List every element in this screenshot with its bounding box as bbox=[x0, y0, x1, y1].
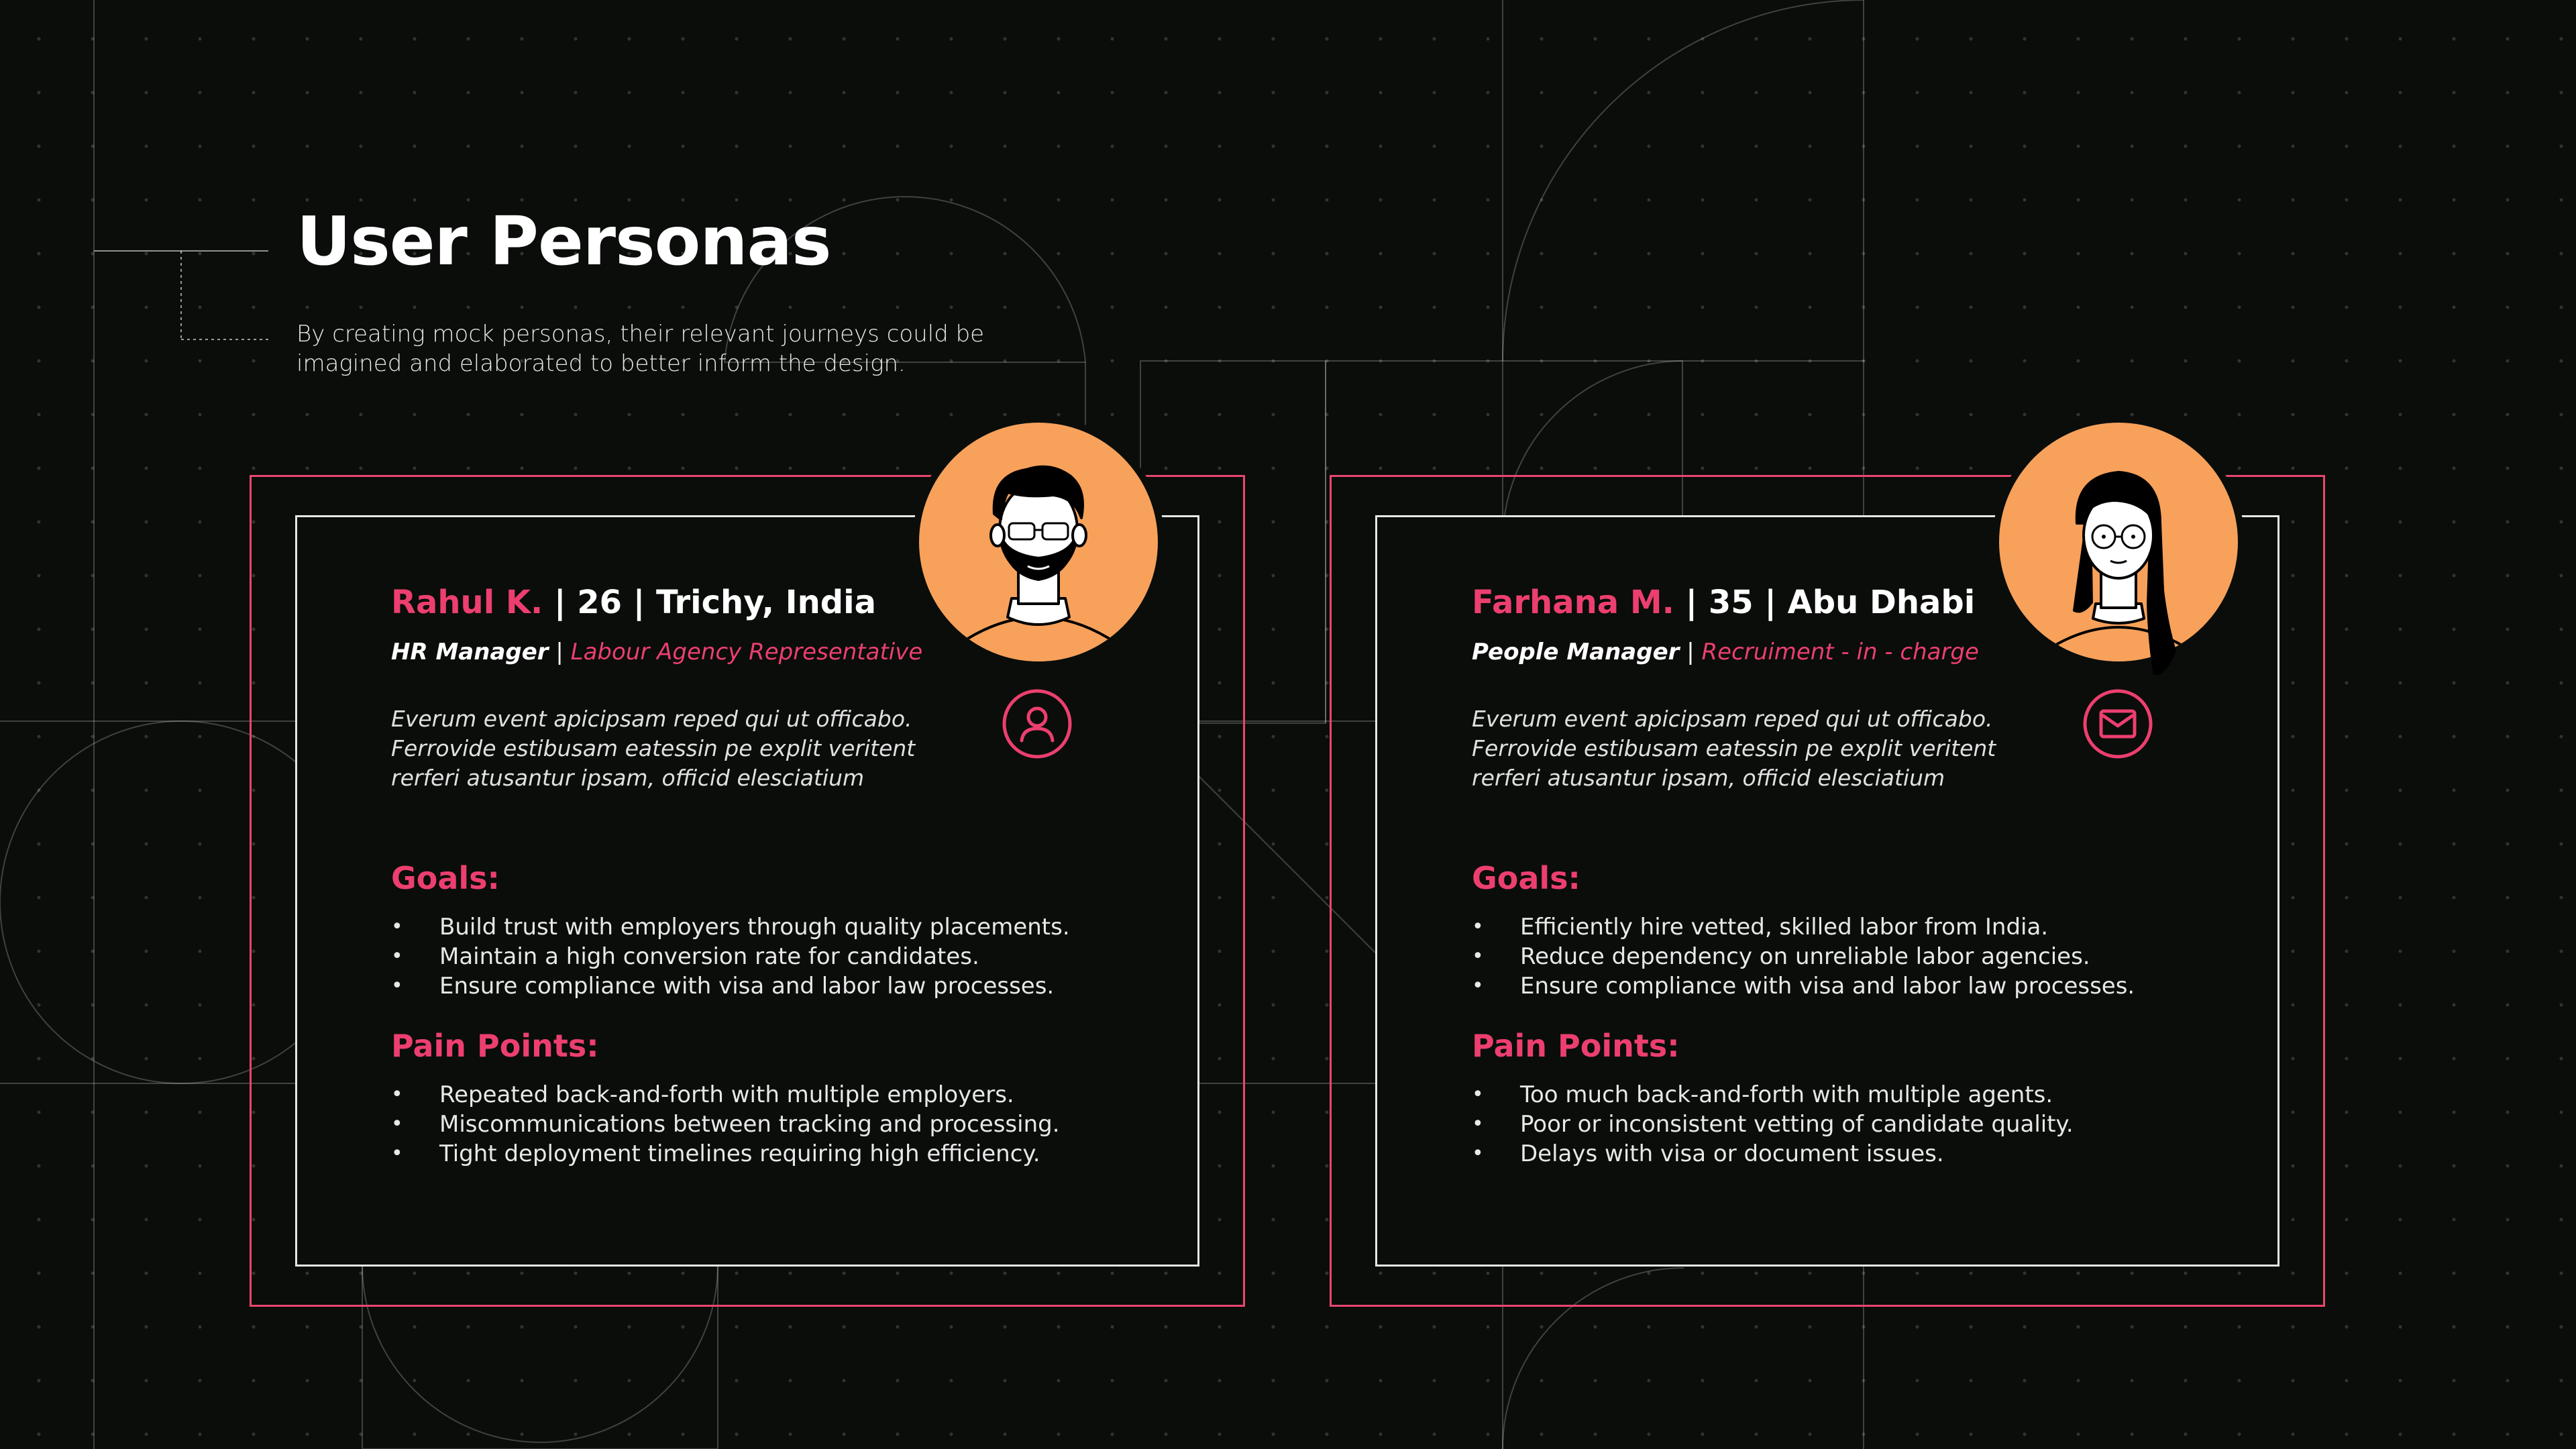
persona-role: HR Manager bbox=[391, 639, 549, 665]
list-item: • Maintain a high conversion rate for candidates. bbox=[391, 942, 1070, 971]
list-item: • Ensure compliance with visa and labor law processes. bbox=[1472, 971, 2135, 1001]
persona-role-line bbox=[391, 639, 922, 666]
page-subtitle bbox=[297, 319, 1034, 378]
persona-role-line bbox=[1472, 639, 1979, 666]
separator: | bbox=[622, 584, 656, 621]
bio-line: rerferi atusantur ipsam, officid elesciatium bbox=[1472, 765, 1945, 791]
goals-list bbox=[1472, 912, 2135, 1001]
subtitle-line: By creating mock personas, their relevant journeys could be bbox=[297, 321, 985, 347]
persona-sub-role: Labour Agency Representative bbox=[570, 639, 923, 665]
goals-heading: Goals: bbox=[1472, 860, 1580, 896]
pain-points-list bbox=[391, 1080, 1060, 1169]
female-avatar-with-glasses-icon bbox=[1992, 416, 2245, 668]
list-item: • Ensure compliance with visa and labor law processes. bbox=[391, 971, 1070, 1001]
bio-line: Everum event apicipsam reped qui ut officabo. bbox=[1472, 706, 1993, 732]
persona-header bbox=[391, 584, 876, 623]
bio-line: Everum event apicipsam reped qui ut officabo. bbox=[391, 706, 912, 732]
separator: | bbox=[548, 639, 571, 665]
bio-line: Ferrovide estibusam eatessin pe explit veritent bbox=[391, 735, 916, 761]
list-item: • Delays with visa or document issues. bbox=[1472, 1139, 2074, 1169]
list-item: • Repeated back-and-forth with multiple employers. bbox=[391, 1080, 1060, 1110]
persona-location: Trichy, India bbox=[656, 584, 876, 621]
persona-bio bbox=[1472, 704, 2076, 793]
subtitle-line: imagined and elaborated to better inform the design. bbox=[297, 350, 906, 377]
goals-list bbox=[391, 912, 1070, 1001]
user-icon bbox=[1002, 688, 1073, 759]
list-item: • Poor or inconsistent vetting of candidate quality. bbox=[1472, 1110, 2074, 1139]
list-item: • Too much back-and-forth with multiple agents. bbox=[1472, 1080, 2074, 1110]
male-avatar-with-glasses-icon bbox=[912, 416, 1165, 668]
persona-sub-role: Recruiment - in - charge bbox=[1701, 639, 1979, 665]
mail-icon bbox=[2082, 688, 2153, 759]
pain-points-heading: Pain Points: bbox=[391, 1028, 599, 1064]
persona-role: People Manager bbox=[1472, 639, 1680, 665]
page-title: User Personas bbox=[297, 202, 831, 280]
persona-name: Rahul K. bbox=[391, 584, 543, 621]
list-item: • Miscommunications between tracking and processing. bbox=[391, 1110, 1060, 1139]
separator: | bbox=[543, 584, 578, 621]
bio-line: rerferi atusantur ipsam, officid elesciatium bbox=[391, 765, 865, 791]
list-item: • Build trust with employers through quality placements. bbox=[391, 912, 1070, 942]
bio-line: Ferrovide estibusam eatessin pe explit veritent bbox=[1472, 735, 1996, 761]
list-item: • Reduce dependency on unreliable labor agencies. bbox=[1472, 942, 2135, 971]
separator: | bbox=[1674, 584, 1709, 621]
list-item: • Efficiently hire vetted, skilled labor from India. bbox=[1472, 912, 2135, 942]
list-item: • Tight deployment timelines requiring high efficiency. bbox=[391, 1139, 1060, 1169]
pain-points-list bbox=[1472, 1080, 2074, 1169]
separator: | bbox=[1679, 639, 1702, 665]
persona-location: Abu Dhabi bbox=[1787, 584, 1976, 621]
goals-heading: Goals: bbox=[391, 860, 500, 896]
persona-header bbox=[1472, 584, 1975, 623]
pain-points-heading: Pain Points: bbox=[1472, 1028, 1680, 1064]
persona-age: 26 bbox=[577, 584, 623, 621]
separator: | bbox=[1753, 584, 1788, 621]
persona-age: 35 bbox=[1708, 584, 1754, 621]
persona-bio bbox=[391, 704, 995, 793]
persona-name: Farhana M. bbox=[1472, 584, 1674, 621]
